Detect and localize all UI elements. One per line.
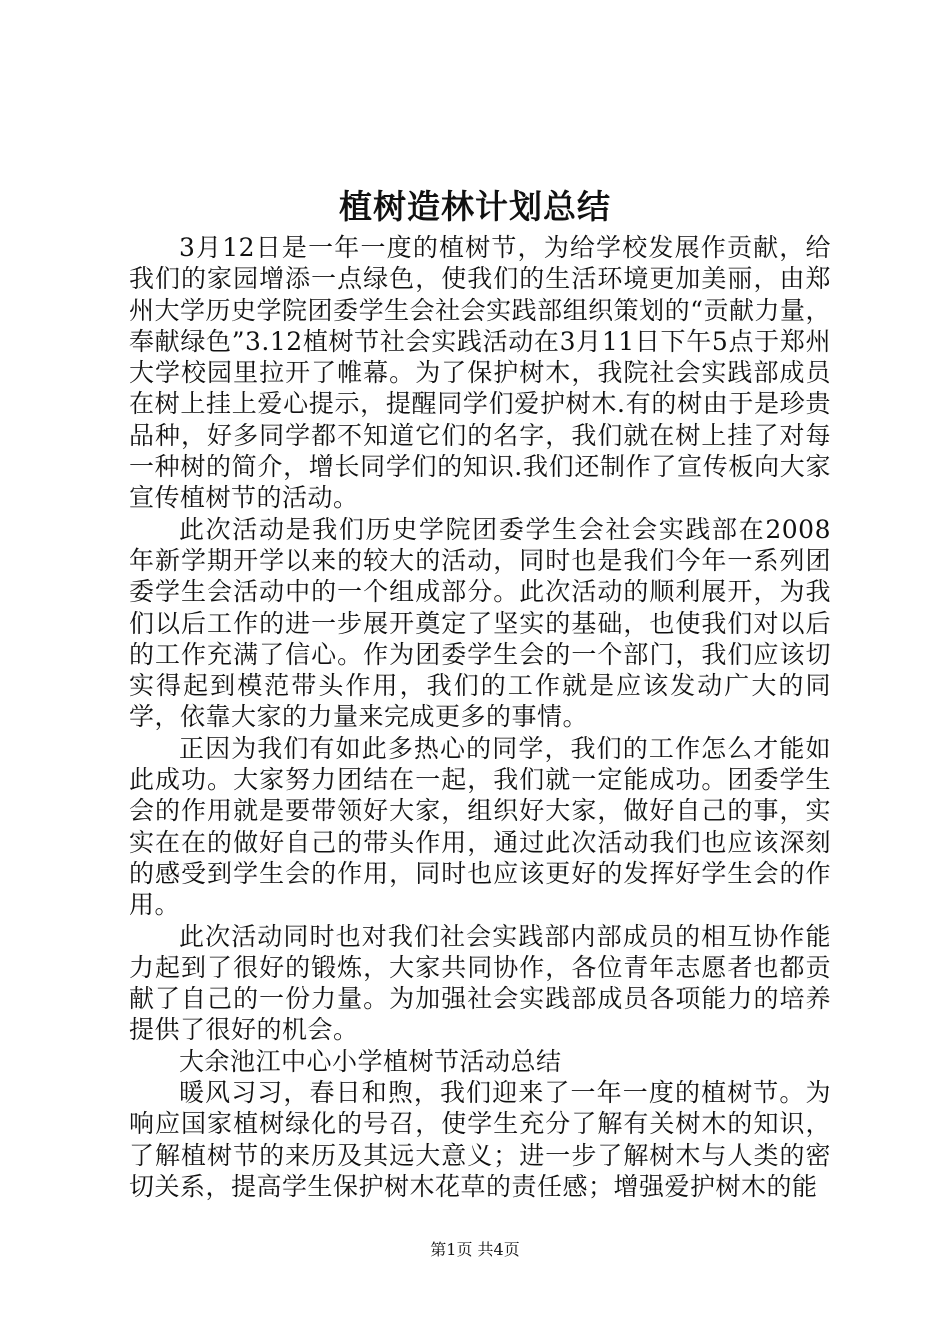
document-body — [129, 232, 831, 1202]
paragraph-2: 此次活动是我们历史学院团委学生会社会实践部在2008年新学期开学以来的较大的活动，同时也是我们今年一系列团委学生会活动中的一个组成部分。此次活动的顺利展开，为我们以后工作的进一步展开奠定了坚实的基础，也使我们对以后的工作充满了信心。作为团委学生会的一个部门，我们应该切实得起到模范带头作用，我们的工作就是应该发动广大的同学，依靠大家的力量来完成更多的事情。 — [129, 514, 831, 732]
paragraph-5: 暖风习习，春日和煦，我们迎来了一年一度的植树节。为响应国家植树绿化的号召，使学生充分了解有关树木的知识，了解植树节的来历及其远大意义；进一步了解树木与人类的密切关系，提高学生保护树木花草的责任感；增强爱护树木的能 — [129, 1078, 831, 1201]
paragraph-4: 此次活动同时也对我们社会实践部内部成员的相互协作能力起到了很好的锻炼，大家共同协作，各位青年志愿者也都贡献了自己的一份力量。为加强社会实践部成员各项能力的培养提供了很好的机会。 — [129, 921, 831, 1045]
section-subheading: 大余池江中心小学植树节活动总结 — [179, 1046, 562, 1076]
document-title: 植树造林计划总结 — [339, 187, 611, 226]
paragraph-1: 3月12日是一年一度的植树节，为给学校发展作贡献，给我们的家园增添一点绿色，使我们的生活环境更加美丽，由郑州大学历史学院团委学生会社会实践部组织策划的“贡献力量，奉献绿色”3.12植树节社会实践活动在3月11日下午5点于郑州大学校园里拉开了帷幕。为了保护树木，我院社会实践部成员在树上挂上爱心提示，提醒同学们爱护树木.有的树由于是珍贵品种，好多同学都不知道它们的名字，我们就在树上挂了对每一种树的简介，增长同学们的知识.我们还制作了宣传板向大家宣传植树节的活动。 — [129, 233, 831, 513]
paragraph-3: 正因为我们有如此多热心的同学，我们的工作怎么才能如此成功。大家努力团结在一起，我们就一定能成功。团委学生会的作用就是要带领好大家，组织好大家，做好自己的事，实实在在的做好自己的带头作用，通过此次活动我们也应该深刻的感受到学生会的作用，同时也应该更好的发挥好学生会的作用。 — [129, 733, 831, 920]
page-footer: 第1页 共4页 — [430, 1240, 520, 1259]
